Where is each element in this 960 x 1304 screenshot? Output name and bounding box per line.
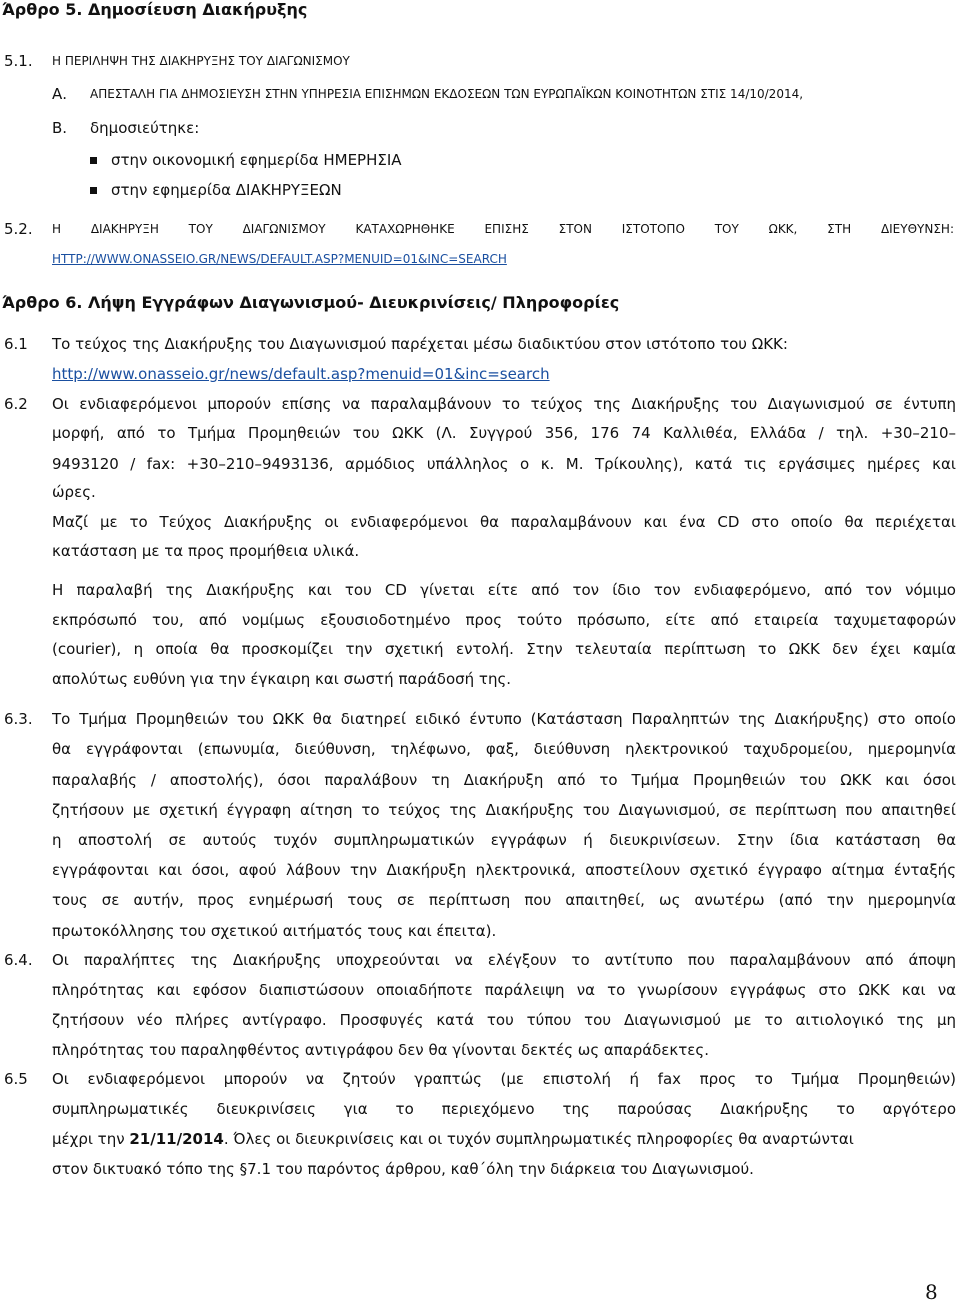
paragraph-line: ώρες. [52,483,96,501]
section-6-1-number: 6.1 [4,335,28,353]
section-5-2-link[interactable]: HTTP://WWW.ONASSEIO.GR/NEWS/DEFAULT.ASP?MENUID=01&INC=SEARCH [52,252,507,266]
paragraph-line: συμπληρωματικές διευκρινίσεις για το περιεχόμενο της παρούσας Διακήρυξης το αργότερο [52,1100,956,1118]
paragraph-line: (courier), η οποία θα προσκομίζει την σχετική εντολή. Στην τελευταία περίπτωση το ΩΚΚ δεν έχει καμία [52,640,956,658]
paragraph-line: μορφή, από το Τμήμα Προμηθειών του ΩΚΚ (Λ. Συγγρού 356, 176 74 Καλλιθέα, Ελλάδα / τηλ. +30–210– [52,424,956,442]
paragraph-line: απολύτως ευθύνη για την έγκαιρη και σωστή παράδοσή της. [52,670,512,688]
section-6-2-number: 6.2 [4,395,28,413]
item-b-label: Β. [52,119,68,137]
paragraph-line: μέχρι την 21/11/2014. Όλες οι διευκρινίσεις και οι τυχόν συμπληρωματικές πληροφορίες θα αναρτώνται [52,1130,854,1148]
item-b-text: δημοσιεύτηκε: [90,119,200,137]
article-5-heading: Άρθρο 5. Δημοσίευση Διακήρυξης [2,0,308,19]
paragraph-line: Οι ενδιαφερόμενοι μπορούν επίσης να παραλαμβάνουν το τεύχος της Διακήρυξης του Διαγωνισμού σε έντυπη [52,395,956,413]
paragraph-line: θα εγγράφονται (επωνυμία, διεύθυνση, τηλέφωνο, φαξ, διεύθυνση ηλεκτρονικού ταχυδρομείου, ημερομηνία [52,740,956,758]
item-a-text: ΑΠΕΣΤΑΛΗ ΓΙΑ ΔΗΜΟΣΙΕΥΣΗ ΣΤΗΝ ΥΠΗΡΕΣΙΑ ΕΠΙΣΗΜΩΝ ΕΚΔΟΣΕΩΝ ΤΩΝ ΕΥΡΩΠΑΪΚΩΝ ΚΟΙΝΟΤΗΤΩΝ ΣΤΙΣ 14/10/2014, [90,87,804,101]
paragraph-line: τους σε αυτήν, προς ενημέρωσή τους σε περίπτωση που απαιτηθεί, ως ανωτέρω (από την ημερομηνία [52,891,956,909]
paragraph-line: Το Τμήμα Προμηθειών του ΩΚΚ θα διατηρεί ειδικό έντυπο (Κατάσταση Παραληπτών της Διακήρυξης) στο οποίο [52,710,956,728]
paragraph-line: πληρότητας και εφόσον διαπιστώσουν οποιαδήποτε παράλειψη να το γνωρίσουν εγγράφως στο ΩΚΚ και να [52,981,956,999]
deadline-date: 21/11/2014 [129,1130,224,1148]
paragraph-line: εκπρόσωπό του, από νομίμως εξουσιοδοτημένο προς τούτο πρόσωπο, είτε από εταιρεία ταχυμεταφορών [52,611,956,629]
paragraph-line: Οι παραλήπτες της Διακήρυξης υποχρεούνται να ελέγξουν το αντίτυπο που παραλαμβάνουν από άποψη [52,951,956,969]
section-5-1-title: Η ΠΕΡΙΛΗΨΗ ΤΗΣ ΔΙΑΚΗΡΥΞΗΣ ΤΟΥ ΔΙΑΓΩΝΙΣΜΟΥ [52,54,350,68]
paragraph-line: η αποστολή σε αυτούς τυχόν συμπληρωματικών εγγράφων ή διευκρινίσεων. Στην ίδια κατάσταση θα [52,831,956,849]
section-5-2-text: Η ΔΙΑΚΗΡΥΞΗ ΤΟΥ ΔΙΑΓΩΝΙΣΜΟΥ ΚΑΤΑΧΩΡΗΘΗΚΕ ΕΠΙΣΗΣ ΣΤΟΝ ΙΣΤΟΤΟΠΟ ΤΟΥ ΩΚΚ, ΣΤΗ ΔΙΕΥΘΥΝΣΗ: [52,222,954,236]
page-number: 8 [925,1280,938,1304]
paragraph-line: 9493120 / fax: +30–210–9493136, αρμόδιος υπάλληλος ο κ. Μ. Τρίκουλης), κατά τις εργάσιμες ημέρες και [52,455,956,473]
bullet-item: στην εφημερίδα ΔΙΑΚΗΡΥΞΕΩΝ [90,180,342,200]
article-6-heading: Άρθρο 6. Λήψη Εγγράφων Διαγωνισμού- Διευκρινίσεις/ Πληροφορίες [2,293,620,312]
paragraph-line: κατάσταση με τα προς προμήθεια υλικά. [52,542,360,560]
paragraph-line: Η παραλαβή της Διακήρυξης και του CD γίνεται είτε από τον ίδιο τον ενδιαφερόμενο, από τον νόμιμο [52,581,956,599]
paragraph-line: παραλαβής / αποστολής), όσοι παραλάβουν τη Διακήρυξη από το Τμήμα Προμηθειών του ΩΚΚ και όσοι [52,771,956,789]
bullet-icon [90,187,97,194]
bullet-item: στην οικονομική εφημερίδα ΗΜΕΡΗΣΙΑ [90,150,402,170]
paragraph-line: εγγράφονται και όσοι, αφού λάβουν την Διακήρυξη ηλεκτρονικά, αποστείλουν σχετικό έγγραφο αίτημα ένταξής [52,861,956,879]
section-6-1-text: Το τεύχος της Διακήρυξης του Διαγωνισμού παρέχεται μέσω διαδικτύου στον ιστότοπο του ΩΚΚ: [52,335,788,353]
paragraph-line: πρωτοκόλλησης του σχετικού αιτήματός τους και έπειτα). [52,922,497,940]
item-a-label: Α. [52,85,68,103]
section-5-2-number: 5.2. [4,220,33,238]
paragraph-line: στον δικτυακό τόπο της §7.1 του παρόντος άρθρου, καθ΄όλη την διάρκεια του Διαγωνισμού. [52,1160,754,1178]
paragraph-line: ζητήσουν νέο πλήρες αντίγραφο. Προσφυγές κατά του τύπου του Διαγωνισμού με το αιτιολογικό της μη [52,1011,956,1029]
section-6-5-number: 6.5 [4,1070,28,1088]
bullet-icon [90,157,97,164]
paragraph-line: πληρότητας του παραληφθέντος αντιγράφου δεν θα γίνονται δεκτές ως απαράδεκτες. [52,1041,709,1059]
paragraph-line: Οι ενδιαφερόμενοι μπορούν να ζητούν γραπτώς (με επιστολή ή fax προς το Τμήμα Προμηθειών) [52,1070,956,1088]
paragraph-line: ζητήσουν με σχετική έγγραφη αίτηση το τεύχος της Διακήρυξης του Διαγωνισμού, σε περίπτωση που απαιτηθεί [52,801,956,819]
section-6-1-link[interactable]: http://www.onasseio.gr/news/default.asp?menuid=01&inc=search [52,365,550,383]
section-6-4-number: 6.4. [4,951,33,969]
section-5-1-number: 5.1. [4,52,33,70]
section-6-3-number: 6.3. [4,710,33,728]
paragraph-line: Μαζί με το Τεύχος Διακήρυξης οι ενδιαφερόμενοι θα παραλαμβάνουν και ένα CD στο οποίο θα περιέχεται [52,513,956,531]
